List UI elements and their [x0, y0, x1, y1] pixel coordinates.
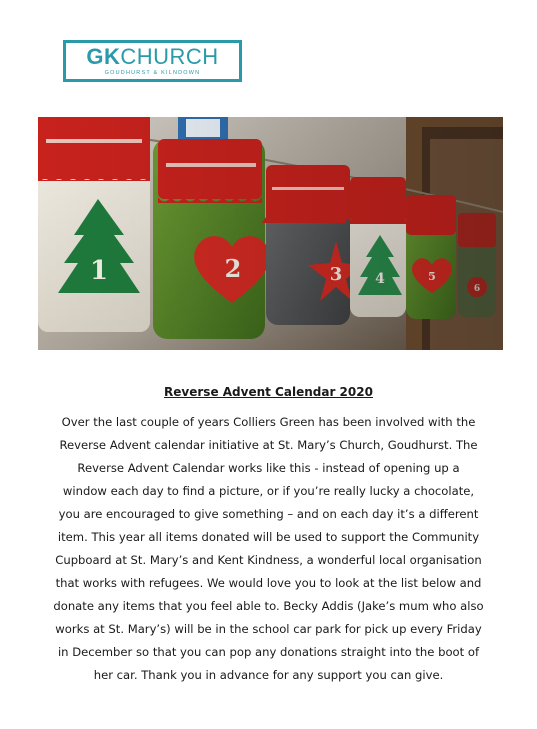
- pouch-number-4: 4: [375, 271, 385, 287]
- logo-wordmark-rest: CHURCH: [120, 44, 219, 69]
- pouch-number-5: 5: [428, 270, 436, 283]
- pouch-number-2: 2: [224, 254, 242, 283]
- article-line: you are encouraged to give something – and on each day it’s a different: [58, 507, 479, 521]
- gk-church-logo: [63, 40, 242, 82]
- article-title-text: Reverse Advent Calendar 2020: [164, 385, 373, 399]
- logo-wordmark-bold: GK: [86, 44, 121, 69]
- article-line: her car. Thank you in advance for any support you can give.: [93, 668, 444, 682]
- article-line: Cupboard at St. Mary’s and Kent Kindness, a wonderful local organisation: [55, 553, 482, 567]
- article-body: [34, 411, 503, 687]
- article-line: Over the last couple of years Colliers Green has been involved with the: [61, 415, 476, 429]
- article-line: that works with refugees. We would love you to look at the list below and: [55, 576, 482, 590]
- pouch-number-1: 1: [89, 256, 109, 286]
- article-title: [0, 384, 537, 400]
- article-line: works at St. Mary’s) will be in the school car park for pick up every Friday: [55, 622, 482, 636]
- advent-calendar-photo: [38, 117, 503, 350]
- article-line: donate any items that you feel able to. Becky Addis (Jake’s mum who also: [53, 599, 484, 613]
- pouch-number-6: 6: [473, 284, 481, 294]
- article-line: item. This year all items donated will be used to support the Community: [57, 530, 480, 544]
- article-line: window each day to find a picture, or if you’re really lucky a chocolate,: [62, 484, 475, 498]
- pouch-number-3: 3: [329, 264, 343, 285]
- logo-wordmark: [66, 46, 239, 68]
- logo-tagline: GOUDHURST & KILNDOWN: [104, 70, 201, 76]
- article-line: Reverse Advent calendar initiative at St. Mary’s Church, Goudhurst. The: [59, 438, 478, 452]
- article-line: in December so that you can pop any donations straight into the boot of: [57, 645, 480, 659]
- article-line: Reverse Advent Calendar works like this - instead of opening up a: [77, 461, 460, 475]
